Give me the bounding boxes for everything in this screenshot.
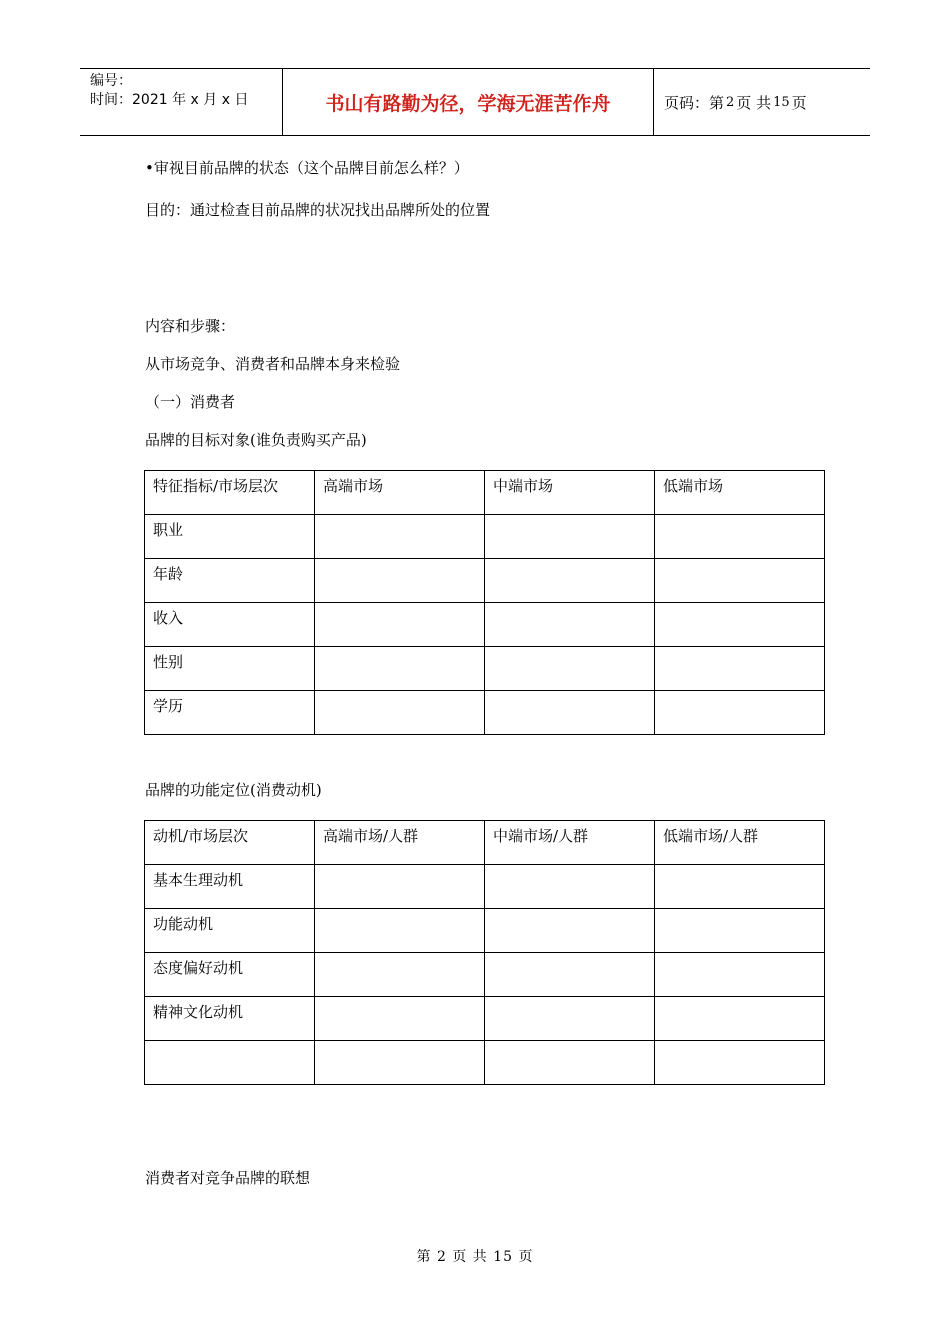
empty-cell	[315, 515, 485, 559]
table-row	[145, 953, 825, 997]
motivation-table	[144, 820, 825, 1085]
empty-cell	[315, 909, 485, 953]
empty-cell	[655, 515, 825, 559]
target-audience-table	[144, 470, 825, 735]
table-row	[145, 559, 825, 603]
empty-cell	[315, 953, 485, 997]
empty-cell	[485, 515, 655, 559]
page-footer: 第 2 页 共 15 页	[416, 1249, 534, 1265]
row-label-cell: 性别	[145, 647, 315, 691]
empty-cell	[485, 647, 655, 691]
header-meta	[80, 69, 282, 135]
table-row	[145, 865, 825, 909]
table-header-cell: 低端市场/人群	[655, 821, 825, 865]
empty-cell	[485, 691, 655, 735]
page-mid: 页 共	[736, 93, 772, 112]
empty-cell	[485, 909, 655, 953]
table-header-cell: 特征指标/市场层次	[145, 471, 315, 515]
table-row	[145, 515, 825, 559]
row-label-cell: 职业	[145, 515, 315, 559]
page-prefix: 页码：第	[664, 93, 725, 112]
empty-cell	[655, 559, 825, 603]
table-header-cell: 中端市场/人群	[485, 821, 655, 865]
table1-title: 品牌的目标对象(谁负责购买产品)	[145, 431, 367, 449]
empty-cell	[315, 865, 485, 909]
table-header-cell: 低端市场	[655, 471, 825, 515]
closing-heading: 消费者对竞争品牌的联想	[145, 1169, 311, 1187]
empty-cell	[315, 603, 485, 647]
empty-cell	[655, 691, 825, 735]
empty-cell	[485, 603, 655, 647]
table-row	[145, 1041, 825, 1085]
date-line: 时间：2021 年 x 月 x 日	[90, 92, 249, 108]
section-consumer: （一）消费者	[145, 393, 236, 411]
empty-cell	[655, 865, 825, 909]
row-label-cell: 收入	[145, 603, 315, 647]
empty-cell	[655, 1041, 825, 1085]
row-label-cell: 学历	[145, 691, 315, 735]
empty-cell	[655, 953, 825, 997]
empty-cell	[485, 865, 655, 909]
empty-cell	[485, 1041, 655, 1085]
table-header-row	[145, 471, 825, 515]
table-row	[145, 603, 825, 647]
table-header-cell: 中端市场	[485, 471, 655, 515]
steps-description: 从市场竞争、消费者和品牌本身来检验	[145, 355, 401, 373]
empty-cell	[655, 909, 825, 953]
header-motto: 书山有路勤为径，学海无涯苦作舟	[282, 69, 654, 135]
table2-title: 品牌的功能定位(消费动机)	[145, 781, 322, 799]
empty-cell	[655, 997, 825, 1041]
row-label-cell: 年龄	[145, 559, 315, 603]
table-row	[145, 647, 825, 691]
purpose-text: 目的：通过检查目前品牌的状况找出品牌所处的位置	[145, 201, 491, 219]
row-label-cell	[145, 1041, 315, 1085]
table-header-row	[145, 821, 825, 865]
row-label-cell: 基本生理动机	[145, 865, 315, 909]
table-row	[145, 997, 825, 1041]
serial-number-label: 编号：	[90, 73, 132, 89]
table-header-cell: 高端市场/人群	[315, 821, 485, 865]
page-current: 2	[726, 94, 735, 110]
empty-cell	[315, 559, 485, 603]
empty-cell	[315, 691, 485, 735]
table-row	[145, 691, 825, 735]
empty-cell	[315, 1041, 485, 1085]
table-header-cell: 动机/市场层次	[145, 821, 315, 865]
empty-cell	[655, 647, 825, 691]
empty-cell	[485, 953, 655, 997]
row-label-cell: 功能动机	[145, 909, 315, 953]
empty-cell	[315, 997, 485, 1041]
page-suffix: 页	[791, 93, 807, 112]
header-page-indicator	[654, 69, 870, 135]
empty-cell	[315, 647, 485, 691]
bullet-heading: •审视目前品牌的状态（这个品牌目前怎么样？）	[145, 159, 469, 177]
page-header	[80, 68, 870, 136]
empty-cell	[485, 997, 655, 1041]
empty-cell	[655, 603, 825, 647]
empty-cell	[485, 559, 655, 603]
row-label-cell: 态度偏好动机	[145, 953, 315, 997]
table-row	[145, 909, 825, 953]
table-header-cell: 高端市场	[315, 471, 485, 515]
page-total: 15	[773, 94, 790, 110]
row-label-cell: 精神文化动机	[145, 997, 315, 1041]
steps-label: 内容和步骤：	[145, 317, 236, 335]
